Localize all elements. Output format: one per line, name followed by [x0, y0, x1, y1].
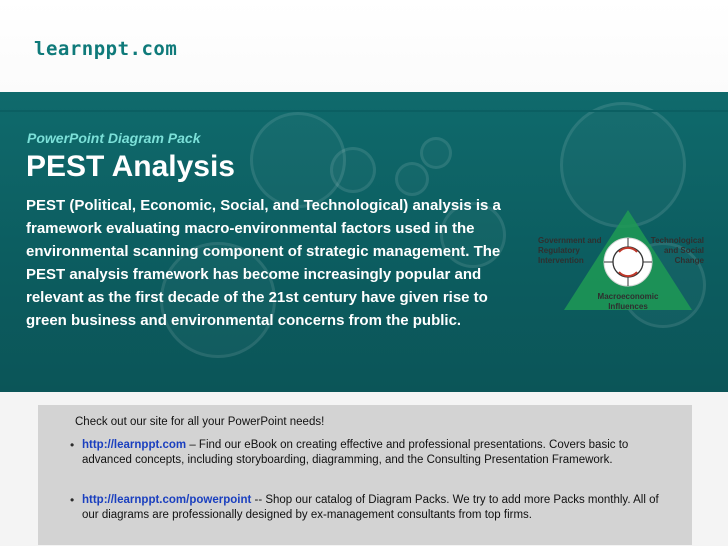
bullet-text	[72, 493, 662, 523]
header-divider	[0, 110, 728, 112]
diagram-label-technological: Technological and Social Change	[650, 236, 704, 265]
pest-diagram	[528, 200, 728, 350]
info-title: Check out our site for all your PowerPoint needs!	[75, 416, 325, 428]
bullet-dot: •	[70, 493, 75, 507]
bullet-description: -- Shop our catalog of Diagram Packs. We try to add more Packs monthly. All of our diagrams are professionally designed by ex-management consultants from top firms.	[82, 494, 659, 521]
site-logo[interactable]: learnppt.com	[34, 38, 178, 60]
bullet-description: – Find our eBook on creating effective and professional presentations. Covers basic to advanced concepts, including storyboarding, diagramming, and the Consulting Presentation Framework.	[82, 439, 629, 466]
decorative-bubble	[395, 162, 429, 196]
diagram-label-political: Government and Regulatory Intervention	[538, 236, 602, 265]
pack-subtitle: PowerPoint Diagram Pack	[27, 130, 201, 146]
learnppt-link[interactable]: http://learnppt.com	[82, 439, 187, 451]
decorative-bubble	[330, 147, 376, 193]
description-text: PEST (Political, Economic, Social, and Technological) analysis is a framework evaluating macro-environmental factors used in the environmental scanning component of strategic management. The PEST analysis framework has become increasingly popular and relevant as the first decade of the 21st century have given rise to green business and environmental concerns from the public.	[26, 197, 501, 329]
decorative-bubble	[420, 137, 452, 169]
page-title: PEST Analysis	[26, 150, 235, 183]
info-bullet-ebook	[72, 438, 662, 468]
pest-triangle-graphic	[528, 200, 728, 350]
bullet-dot: •	[70, 438, 75, 452]
bullet-text	[72, 438, 662, 468]
diagram-label-economic: Macroeconomic Influences	[597, 292, 659, 311]
powerpoint-shop-link[interactable]: http://learnppt.com/powerpoint	[82, 494, 252, 506]
info-bullet-shop	[72, 493, 662, 523]
